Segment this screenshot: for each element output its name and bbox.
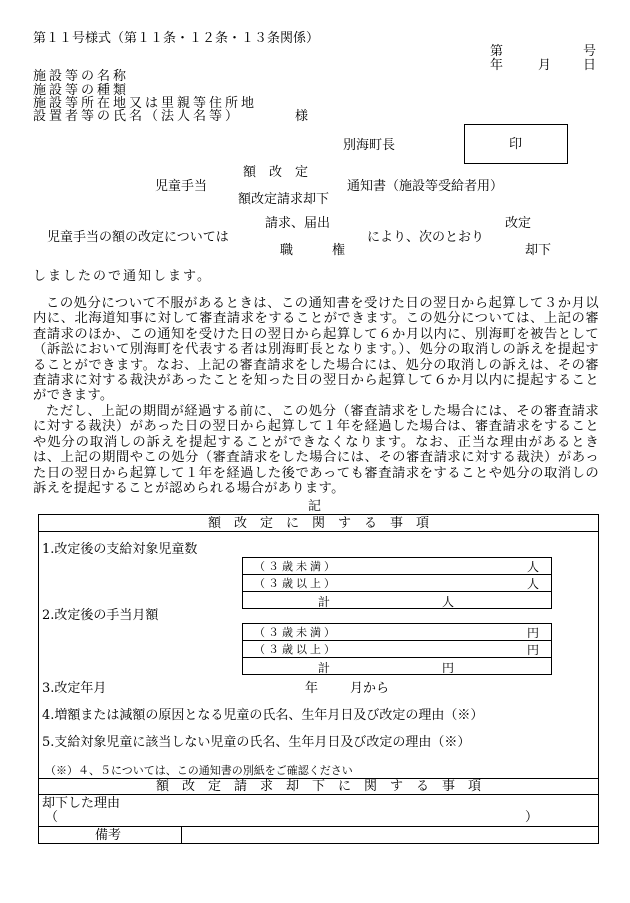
facility-address-label: 施設等所在地又は里親等住所地 (33, 96, 258, 111)
intro-lead: 児童手当の額の改定については (47, 230, 229, 245)
basis-option-request: 請求、届出 (265, 216, 331, 231)
intro-mid: により、次のとおり (367, 230, 485, 245)
title-option-revision: 額 改 定 (243, 165, 309, 180)
appeal-paragraph-2: ただし、上記の期間が経過する前に、この処分（審査請求をした場合には、その審査請求に対する裁決）があった日の翌日から起算して１年を経過した場合は、審査請求をすることや処分の取消しの訴えを提起することができなくなります。なお、正当な理由があるときは、上記の期間やこの処分（審査請求をした場合には、その審査請求に対する裁決）があった日の翌日から起算して１年を経過した後であっても審査請求をすることや処分の取消しの訴えを提起することが認められる場合があります。 (33, 404, 599, 497)
child-count-under3-label: （３歳未満） (254, 560, 338, 573)
honorific: 様 (295, 109, 309, 124)
appeal-paragraph-1: この処分について不服があるときは、この通知書を受けた日の翌日から起算して３か月以内に、北海道知事に対して審査請求をすることができます。この処分については、上記の審査請求のほか、この通知を受けた日の翌日から起算して６か月以内に、別海町を被告として（訴訟において別海町を代表する者は別海町長となります。）、処分の取消しの訴えを提起することができます。なお、上記の審査請求をした場合には、処分の取消しの訴えは、その審査請求に対する裁決があったことを知った日の翌日から起算して６か月以内に提起することができます。 (33, 296, 599, 404)
doc-number-dai: 第 (490, 44, 504, 59)
rejection-reason-paren-close: ） (525, 810, 539, 825)
allowance-total-unit: 円 (442, 661, 455, 675)
child-count-under3-unit: 人 (527, 560, 540, 574)
remarks-divider (38, 826, 599, 827)
allowance-over3-unit: 円 (527, 643, 540, 657)
issuer-name: 別海町長 (343, 138, 396, 153)
doc-date-month: 月 (538, 58, 552, 73)
item1-label: 1.改定後の支給対象児童数 (42, 542, 198, 557)
notice-line: しましたので通知します。 (33, 269, 212, 284)
allowance-over3-label: （３歳以上） (254, 643, 338, 656)
ki-label: 記 (308, 499, 322, 514)
revision-header-divider (38, 531, 599, 532)
form-code: 第１１号様式（第１１条・１２条・１３条関係） (33, 31, 320, 46)
title-option-rejection: 額改定請求却下 (238, 192, 330, 207)
child-count-divider-1 (242, 574, 552, 575)
facility-type-label: 施設等の種類 (33, 83, 130, 98)
item3-year: 年 (305, 681, 319, 696)
revision-footnote: （※）４、５については、この通知書の別紙をご確認ください (45, 764, 353, 777)
allowance-divider-2 (242, 657, 552, 658)
allowance-total-label: 計 (318, 661, 331, 675)
remarks-column-divider (181, 826, 182, 844)
child-count-total-unit: 人 (442, 595, 455, 609)
allowance-under3-label: （３歳未満） (254, 626, 338, 639)
rejection-reason-paren-open: （ (45, 810, 59, 825)
basis-option-authority: 職 権 (280, 243, 346, 258)
child-count-over3-label: （３歳以上） (254, 577, 338, 590)
operator-name-label: 設置者等の氏名（法人名等） (33, 109, 242, 124)
revision-table-header: 額 改 定 に 関 す る 事 項 (207, 516, 429, 531)
result-option-revised: 改定 (505, 216, 532, 231)
allowance-divider-1 (242, 640, 552, 641)
rejection-header-divider (38, 794, 599, 795)
item4-label: 4.増額または減額の原因となる児童の氏名、生年月日及び改定の理由（※） (42, 708, 484, 723)
child-count-total-label: 計 (318, 595, 331, 609)
doc-date-day: 日 (583, 58, 597, 73)
facility-name-label: 施設等の名称 (33, 69, 130, 84)
seal-label: 印 (509, 137, 523, 152)
child-count-divider-2 (242, 591, 552, 592)
title-suffix: 通知書（施設等受給者用） (347, 179, 504, 194)
child-count-over3-unit: 人 (527, 577, 540, 591)
item5-label: 5.支給対象児童に該当しない児童の氏名、生年月日及び改定の理由（※） (42, 735, 471, 750)
allowance-under3-unit: 円 (527, 626, 540, 640)
rejection-reason-label: 却下した理由 (42, 796, 121, 811)
result-option-rejected: 却下 (525, 243, 552, 258)
title-prefix: 児童手当 (155, 179, 208, 194)
item3-month: 月から (350, 681, 390, 696)
rejection-table-header: 額 改 定 請 求 却 下 に 関 す る 事 項 (155, 779, 481, 794)
doc-date-year: 年 (490, 58, 504, 73)
item2-label: 2.改定後の手当月額 (42, 608, 159, 623)
doc-number-go: 号 (583, 44, 597, 59)
remarks-label: 備考 (95, 828, 122, 843)
item3-label: 3.改定年月 (42, 681, 107, 696)
